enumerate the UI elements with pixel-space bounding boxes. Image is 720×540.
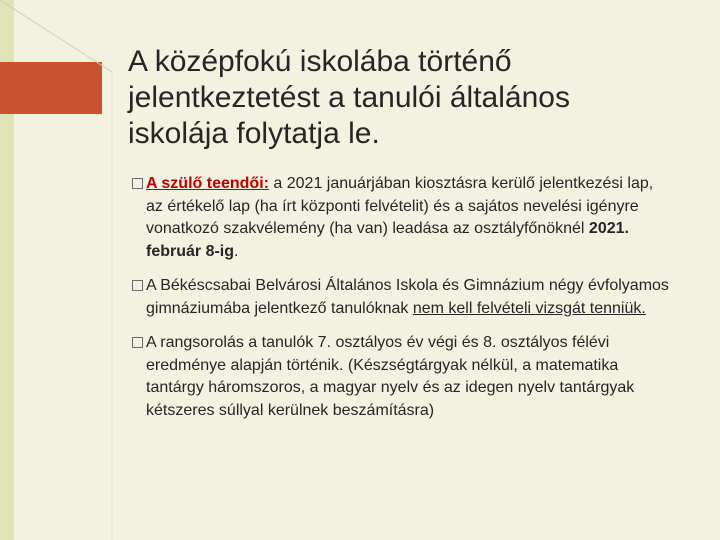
deadline-text: 2021. február 8-ig xyxy=(146,220,629,260)
square-bullet-icon xyxy=(132,337,143,348)
bullet-list xyxy=(134,173,674,434)
slide-title: A középfokú iskolába történő jelentkeztetést a tanulói általános iskolája folytatja le. xyxy=(128,45,570,150)
no-exam-text: nem kell felvételi vizsgát tenniük. xyxy=(412,299,646,317)
parent-tasks-label: A szülő teendői: xyxy=(146,175,269,192)
bullet-item-parent-tasks xyxy=(134,173,674,263)
parent-tasks-end: . xyxy=(234,242,239,260)
school-text: A Békéscsabai Belvárosi Általános Iskola és Gimnázium négy évfolyamos gimnáziumába jelentkező tanulóknak xyxy=(146,277,669,317)
bullet-item-no-entrance-exam xyxy=(134,275,674,320)
square-bullet-icon xyxy=(132,178,143,189)
ranking-text: A rangsorolás a tanulók 7. osztályos év végi és 8. osztályos félévi eredménye alapján történik. (Készségtárgyak nélkül, a matematika tantárgy háromszoros, a magyar nyelv és az idegen nyelv tantárgyak kétszeres súllyal kerülnek beszámításra) xyxy=(146,334,635,419)
parent-tasks-text: a 2021 januárjában kiosztásra kerülő jelentkezési lap, az értékelő lap (ha írt központi felvételit) és a sajátos nevelési igényre vonatkozó szakvélemény (ha van) leadása az osztályfőnöknél xyxy=(146,175,654,237)
square-bullet-icon xyxy=(132,280,143,291)
title-accent-bar xyxy=(0,62,102,114)
bullet-item-ranking xyxy=(134,332,674,422)
